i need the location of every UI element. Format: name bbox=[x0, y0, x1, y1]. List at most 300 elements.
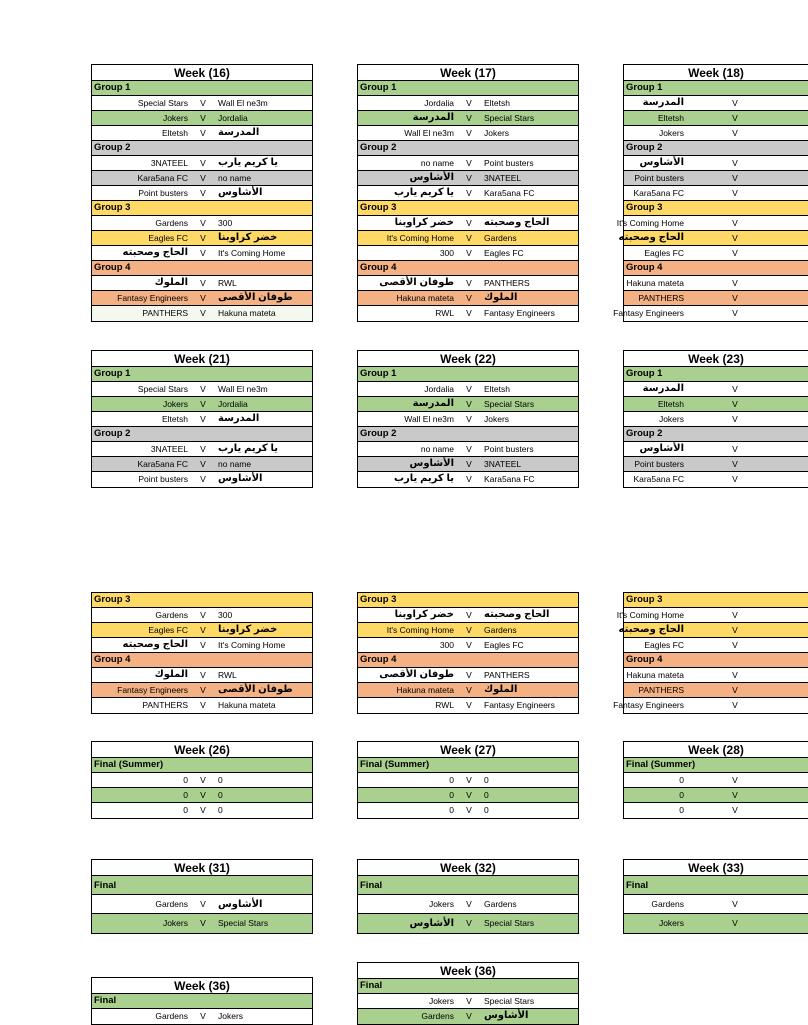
match-row bbox=[92, 773, 312, 788]
home-team: 0 bbox=[449, 805, 454, 815]
home-team: المدرسة bbox=[412, 398, 454, 409]
schedule-table-week-18 bbox=[613, 64, 808, 322]
home-team: Gardens bbox=[155, 899, 188, 909]
versus-label: V bbox=[732, 384, 738, 394]
home-team: It's Coming Home bbox=[386, 233, 454, 243]
match-row bbox=[624, 803, 808, 818]
versus-label: V bbox=[466, 158, 472, 168]
home-team: المدرسة bbox=[642, 383, 684, 394]
match-row bbox=[92, 803, 312, 818]
home-team: خضر كراوبنا bbox=[394, 609, 454, 620]
match-row bbox=[624, 895, 808, 914]
versus-label: V bbox=[200, 640, 206, 650]
versus-label: V bbox=[466, 414, 472, 424]
versus-label: V bbox=[732, 444, 738, 454]
match-row bbox=[92, 171, 312, 186]
week-title: Week (36) bbox=[358, 963, 578, 979]
versus-label: V bbox=[200, 625, 206, 635]
match-row bbox=[92, 623, 312, 638]
versus-label: V bbox=[466, 218, 472, 228]
versus-label: V bbox=[466, 128, 472, 138]
versus-label: V bbox=[732, 278, 738, 288]
match-row bbox=[92, 608, 312, 623]
away-team: 0 bbox=[218, 805, 223, 815]
versus-label: V bbox=[200, 113, 206, 123]
versus-label: V bbox=[732, 459, 738, 469]
versus-label: V bbox=[200, 444, 206, 454]
match-row bbox=[358, 457, 578, 472]
versus-label: V bbox=[200, 98, 206, 108]
match-row bbox=[92, 231, 312, 246]
group-header: Group 2 bbox=[624, 427, 808, 442]
match-row bbox=[92, 246, 312, 261]
versus-label: V bbox=[466, 113, 472, 123]
match-row bbox=[624, 638, 808, 653]
versus-label: V bbox=[200, 128, 206, 138]
away-team: no name bbox=[218, 459, 252, 469]
group-header: Group 2 bbox=[624, 141, 808, 156]
away-team: 0 bbox=[218, 790, 223, 800]
home-team: Fantasy Engineers bbox=[117, 685, 188, 695]
away-team: الملوك bbox=[484, 684, 518, 695]
away-team: الحاج وصحبته bbox=[484, 217, 550, 228]
away-team: Jokers bbox=[484, 414, 510, 424]
versus-label: V bbox=[466, 625, 472, 635]
match-row bbox=[624, 126, 808, 141]
versus-label: V bbox=[200, 248, 206, 258]
away-team: Jordalia bbox=[218, 399, 248, 409]
home-team: Jokers bbox=[658, 128, 684, 138]
week-title: Week (33) bbox=[624, 860, 808, 876]
home-team: PANTHERS bbox=[638, 293, 684, 303]
home-team: 0 bbox=[679, 805, 684, 815]
away-team: PANTHERS bbox=[484, 278, 530, 288]
home-team: Point busters bbox=[634, 459, 684, 469]
group-header: Group 4 bbox=[624, 261, 808, 276]
schedule-table-week-33 bbox=[623, 859, 808, 934]
match-row bbox=[92, 638, 312, 653]
versus-label: V bbox=[732, 128, 738, 138]
versus-label: V bbox=[466, 685, 472, 695]
versus-label: V bbox=[732, 775, 738, 785]
versus-label: V bbox=[732, 625, 738, 635]
away-team: الحاج وصحبته bbox=[484, 609, 550, 620]
home-team: Hakuna mateta bbox=[626, 670, 684, 680]
away-team: يا كريم يارب bbox=[218, 443, 279, 454]
schedule-table-week-28 bbox=[623, 741, 808, 819]
away-team: Special Stars bbox=[484, 399, 535, 409]
match-row bbox=[358, 231, 578, 246]
home-team: Jordalia bbox=[424, 98, 454, 108]
group-header: Group 4 bbox=[624, 653, 808, 668]
away-team: المدرسة bbox=[218, 127, 260, 138]
group-header: Final bbox=[358, 876, 578, 895]
versus-label: V bbox=[200, 399, 206, 409]
home-team: الحاج وصحبته bbox=[122, 639, 188, 650]
match-row bbox=[358, 773, 578, 788]
home-team: Kara5ana FC bbox=[137, 173, 188, 183]
home-team: Wall El ne3m bbox=[404, 414, 454, 424]
match-row bbox=[358, 412, 578, 427]
home-team: PANTHERS bbox=[638, 685, 684, 695]
home-team: Gardens bbox=[651, 899, 684, 909]
away-team: Wall El ne3m bbox=[218, 384, 268, 394]
match-row bbox=[624, 397, 808, 412]
home-team: 0 bbox=[183, 805, 188, 815]
away-team: Point busters bbox=[484, 444, 534, 454]
versus-label: V bbox=[466, 899, 472, 909]
home-team: Eltetsh bbox=[658, 113, 684, 123]
home-team: 0 bbox=[679, 790, 684, 800]
home-team: Eltetsh bbox=[162, 128, 188, 138]
versus-label: V bbox=[200, 233, 206, 243]
versus-label: V bbox=[200, 775, 206, 785]
group-header: Group 2 bbox=[358, 141, 578, 156]
away-team: الأشاوس bbox=[218, 473, 263, 484]
schedule-table-week-27 bbox=[357, 741, 579, 819]
match-row bbox=[624, 171, 808, 186]
group-header: Group 4 bbox=[358, 261, 578, 276]
versus-label: V bbox=[200, 1011, 206, 1021]
week-title: Week (36) bbox=[92, 978, 312, 994]
away-team: المدرسة bbox=[218, 413, 260, 424]
match-row bbox=[358, 171, 578, 186]
versus-label: V bbox=[732, 188, 738, 198]
home-team: Gardens bbox=[421, 1011, 454, 1021]
home-team: Jokers bbox=[428, 996, 454, 1006]
versus-label: V bbox=[732, 700, 738, 710]
home-team: Hakuna mateta bbox=[396, 685, 454, 695]
away-team: Kara5ana FC bbox=[484, 188, 535, 198]
versus-label: V bbox=[200, 459, 206, 469]
home-team: Point busters bbox=[138, 188, 188, 198]
home-team: المدرسة bbox=[412, 112, 454, 123]
home-team: RWL bbox=[435, 700, 454, 710]
group-header: Group 3 bbox=[92, 593, 312, 608]
away-team: Jordalia bbox=[218, 113, 248, 123]
match-row bbox=[358, 803, 578, 818]
home-team: الملوك bbox=[154, 277, 188, 288]
home-team: PANTHERS bbox=[142, 308, 188, 318]
versus-label: V bbox=[466, 459, 472, 469]
versus-label: V bbox=[466, 248, 472, 258]
match-row bbox=[624, 186, 808, 201]
away-team: 0 bbox=[484, 790, 489, 800]
home-team: يا كريم يارب bbox=[393, 187, 454, 198]
away-team: Eltetsh bbox=[484, 384, 510, 394]
group-header: Group 3 bbox=[624, 201, 808, 216]
schedule-table-week-36-a bbox=[91, 977, 313, 1025]
match-row bbox=[358, 126, 578, 141]
home-team: Jokers bbox=[428, 899, 454, 909]
away-team: Gardens bbox=[484, 625, 517, 635]
week-title: Week (27) bbox=[358, 742, 578, 758]
match-row bbox=[92, 397, 312, 412]
group-header: Group 1 bbox=[92, 81, 312, 96]
match-row bbox=[624, 668, 808, 683]
home-team: Hakuna mateta bbox=[396, 293, 454, 303]
versus-label: V bbox=[200, 308, 206, 318]
match-row bbox=[358, 914, 578, 933]
week-title: Week (17) bbox=[358, 65, 578, 81]
versus-label: V bbox=[466, 384, 472, 394]
away-team: خضر كراوبنا bbox=[218, 232, 278, 243]
home-team: Jokers bbox=[162, 918, 188, 928]
week-title: Week (31) bbox=[92, 860, 312, 876]
schedule-table-week-23-cont bbox=[613, 592, 808, 714]
away-team: Hakuna mateta bbox=[218, 308, 276, 318]
away-team: طوفان الأقصى bbox=[218, 292, 293, 303]
home-team: 0 bbox=[183, 790, 188, 800]
versus-label: V bbox=[732, 293, 738, 303]
home-team: Special Stars bbox=[137, 98, 188, 108]
group-header: Group 3 bbox=[92, 201, 312, 216]
match-row bbox=[624, 412, 808, 427]
group-header: Final bbox=[92, 994, 312, 1009]
away-team: PANTHERS bbox=[484, 670, 530, 680]
group-header: Group 2 bbox=[92, 141, 312, 156]
versus-label: V bbox=[732, 899, 738, 909]
week-title: Week (28) bbox=[624, 742, 808, 758]
home-team: المدرسة bbox=[642, 97, 684, 108]
versus-label: V bbox=[732, 790, 738, 800]
match-row bbox=[92, 186, 312, 201]
away-team: 0 bbox=[484, 775, 489, 785]
schedule-table-week-21 bbox=[91, 350, 313, 488]
versus-label: V bbox=[200, 414, 206, 424]
match-row bbox=[613, 306, 808, 321]
versus-label: V bbox=[466, 610, 472, 620]
home-team: Fantasy Engineers bbox=[613, 700, 684, 710]
away-team: Special Stars bbox=[484, 996, 535, 1006]
versus-label: V bbox=[200, 278, 206, 288]
week-title: Week (16) bbox=[92, 65, 312, 81]
away-team: Special Stars bbox=[218, 918, 269, 928]
week-title: Week (32) bbox=[358, 860, 578, 876]
match-row bbox=[92, 442, 312, 457]
away-team: RWL bbox=[218, 278, 237, 288]
versus-label: V bbox=[466, 918, 472, 928]
group-header: Group 1 bbox=[358, 367, 578, 382]
versus-label: V bbox=[200, 899, 206, 909]
schedule-table-week-32 bbox=[357, 859, 579, 934]
home-team: Kara5ana FC bbox=[137, 459, 188, 469]
versus-label: V bbox=[732, 414, 738, 424]
match-row bbox=[92, 457, 312, 472]
match-row bbox=[358, 994, 578, 1009]
home-team: 0 bbox=[183, 775, 188, 785]
match-row bbox=[358, 668, 578, 683]
away-team: Jokers bbox=[218, 1011, 244, 1021]
home-team: الملوك bbox=[154, 669, 188, 680]
home-team: 0 bbox=[449, 775, 454, 785]
home-team: Gardens bbox=[155, 1011, 188, 1021]
versus-label: V bbox=[200, 218, 206, 228]
week-title: Week (22) bbox=[358, 351, 578, 367]
home-team: Kara5ana FC bbox=[633, 188, 684, 198]
match-row bbox=[92, 111, 312, 126]
match-row bbox=[358, 623, 578, 638]
home-team: الأشاوس bbox=[409, 172, 454, 183]
versus-label: V bbox=[466, 1011, 472, 1021]
match-row bbox=[624, 683, 808, 698]
match-row bbox=[618, 231, 808, 246]
group-header: Group 4 bbox=[92, 261, 312, 276]
week-title: Week (26) bbox=[92, 742, 312, 758]
match-row bbox=[624, 156, 808, 171]
home-team: no name bbox=[420, 158, 454, 168]
home-team: الحاج وصحبته bbox=[122, 247, 188, 258]
home-team: It's Coming Home bbox=[616, 218, 684, 228]
week-title: Week (18) bbox=[624, 65, 808, 81]
versus-label: V bbox=[466, 640, 472, 650]
week-title: Week (23) bbox=[624, 351, 808, 367]
match-row bbox=[358, 276, 578, 291]
versus-label: V bbox=[200, 700, 206, 710]
away-team: الأشاوس bbox=[218, 187, 263, 198]
versus-label: V bbox=[732, 308, 738, 318]
home-team: الحاج وصحبته bbox=[618, 232, 684, 243]
home-team: Fantasy Engineers bbox=[613, 308, 684, 318]
match-row bbox=[358, 246, 578, 261]
group-header: Group 4 bbox=[358, 653, 578, 668]
match-row bbox=[358, 216, 578, 231]
away-team: 0 bbox=[218, 775, 223, 785]
away-team: Jokers bbox=[484, 128, 510, 138]
versus-label: V bbox=[466, 293, 472, 303]
versus-label: V bbox=[200, 173, 206, 183]
away-team: Special Stars bbox=[484, 113, 535, 123]
group-header: Group 1 bbox=[358, 81, 578, 96]
match-row bbox=[92, 698, 312, 713]
versus-label: V bbox=[732, 218, 738, 228]
versus-label: V bbox=[200, 610, 206, 620]
match-row bbox=[358, 291, 578, 306]
group-header: Group 2 bbox=[92, 427, 312, 442]
home-team: يا كريم يارب bbox=[393, 473, 454, 484]
versus-label: V bbox=[466, 474, 472, 484]
schedule-table-week-21-cont bbox=[91, 592, 313, 714]
away-team: Eagles FC bbox=[484, 248, 524, 258]
group-header: Group 3 bbox=[358, 593, 578, 608]
versus-label: V bbox=[466, 173, 472, 183]
home-team: Eltetsh bbox=[658, 399, 684, 409]
match-row bbox=[358, 186, 578, 201]
match-row bbox=[92, 291, 312, 306]
group-header: Group 1 bbox=[624, 367, 808, 382]
home-team: Jordalia bbox=[424, 384, 454, 394]
home-team: It's Coming Home bbox=[386, 625, 454, 635]
match-row bbox=[358, 111, 578, 126]
away-team: الملوك bbox=[484, 292, 518, 303]
match-row bbox=[358, 638, 578, 653]
away-team: Hakuna mateta bbox=[218, 700, 276, 710]
away-team: Kara5ana FC bbox=[484, 474, 535, 484]
home-team: الحاج وصحبته bbox=[618, 624, 684, 635]
versus-label: V bbox=[732, 248, 738, 258]
match-row bbox=[92, 1009, 312, 1024]
home-team: Gardens bbox=[155, 610, 188, 620]
match-row bbox=[616, 216, 808, 231]
versus-label: V bbox=[732, 113, 738, 123]
home-team: الأشاوس bbox=[639, 443, 684, 454]
home-team: 3NATEEL bbox=[150, 444, 188, 454]
away-team: 0 bbox=[484, 805, 489, 815]
match-row bbox=[624, 472, 808, 487]
home-team: no name bbox=[420, 444, 454, 454]
match-row bbox=[624, 382, 808, 397]
away-team: Fantasy Engineers bbox=[484, 700, 555, 710]
home-team: Eagles FC bbox=[148, 233, 188, 243]
versus-label: V bbox=[200, 474, 206, 484]
match-row bbox=[92, 306, 312, 321]
match-row bbox=[624, 457, 808, 472]
home-team: Eagles FC bbox=[148, 625, 188, 635]
versus-label: V bbox=[466, 700, 472, 710]
match-row bbox=[358, 608, 578, 623]
match-row bbox=[92, 914, 312, 933]
match-row bbox=[624, 291, 808, 306]
home-team: طوفان الأقصى bbox=[379, 669, 454, 680]
match-row bbox=[624, 111, 808, 126]
home-team: Jokers bbox=[162, 113, 188, 123]
home-team: Jokers bbox=[162, 399, 188, 409]
match-row bbox=[92, 788, 312, 803]
versus-label: V bbox=[466, 399, 472, 409]
versus-label: V bbox=[466, 444, 472, 454]
home-team: Eltetsh bbox=[162, 414, 188, 424]
home-team: Eagles FC bbox=[644, 640, 684, 650]
match-row bbox=[624, 773, 808, 788]
group-header: Final bbox=[624, 876, 808, 895]
versus-label: V bbox=[466, 308, 472, 318]
away-team: Gardens bbox=[484, 899, 517, 909]
away-team: It's Coming Home bbox=[218, 248, 286, 258]
away-team: 300 bbox=[218, 218, 233, 228]
away-team: Gardens bbox=[484, 233, 517, 243]
versus-label: V bbox=[732, 173, 738, 183]
home-team: Special Stars bbox=[137, 384, 188, 394]
versus-label: V bbox=[732, 158, 738, 168]
home-team: Jokers bbox=[658, 918, 684, 928]
versus-label: V bbox=[732, 918, 738, 928]
home-team: 300 bbox=[439, 248, 454, 258]
away-team: الأشاوس bbox=[484, 1010, 529, 1021]
match-row bbox=[358, 96, 578, 111]
schedule-table-week-26 bbox=[91, 741, 313, 819]
home-team: 300 bbox=[439, 640, 454, 650]
match-row bbox=[616, 608, 808, 623]
away-team: يا كريم يارب bbox=[218, 157, 279, 168]
away-team: 300 bbox=[218, 610, 233, 620]
match-row bbox=[624, 442, 808, 457]
home-team: Kara5ana FC bbox=[633, 474, 684, 484]
away-team: 3NATEEL bbox=[484, 459, 522, 469]
versus-label: V bbox=[732, 640, 738, 650]
group-header: Group 1 bbox=[624, 81, 808, 96]
home-team: Jokers bbox=[658, 414, 684, 424]
versus-label: V bbox=[200, 158, 206, 168]
versus-label: V bbox=[466, 805, 472, 815]
home-team: Wall El ne3m bbox=[404, 128, 454, 138]
schedule-table-week-23 bbox=[623, 350, 808, 488]
home-team: Point busters bbox=[138, 474, 188, 484]
schedule-table-week-16 bbox=[91, 64, 313, 322]
match-row bbox=[618, 623, 808, 638]
away-team: RWL bbox=[218, 670, 237, 680]
group-header: Group 3 bbox=[624, 593, 808, 608]
match-row bbox=[624, 788, 808, 803]
